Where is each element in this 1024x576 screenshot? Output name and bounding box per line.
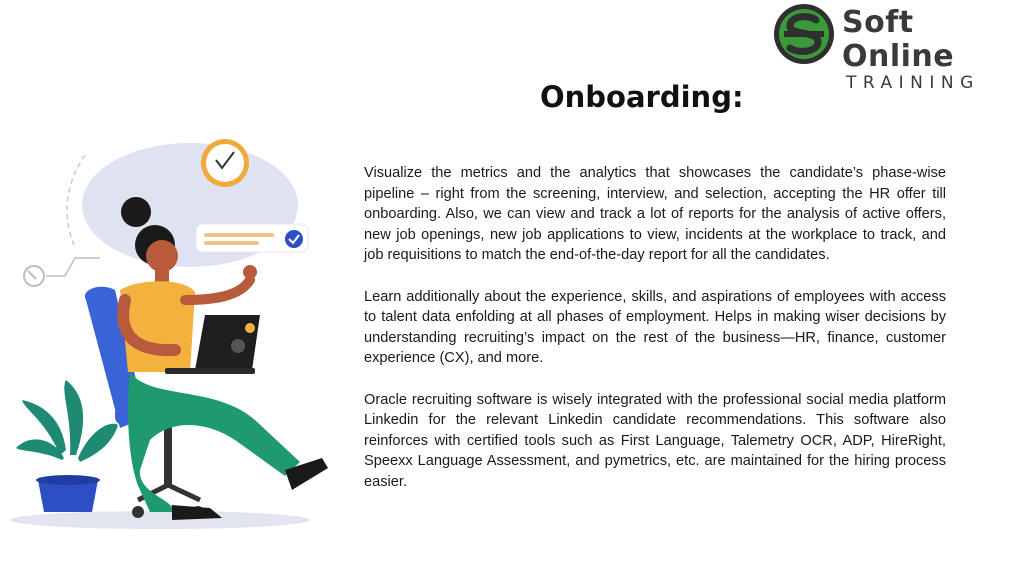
logo-mark-icon xyxy=(770,2,838,66)
brand-logo[interactable] xyxy=(770,2,1020,93)
checklist-card xyxy=(196,224,308,252)
dashed-arc xyxy=(67,155,85,245)
clock-icon xyxy=(201,139,249,187)
onboarding-illustration xyxy=(0,130,345,540)
content-body xyxy=(364,163,946,513)
paragraph-metrics: Visualize the metrics and the analytics that showcases the candidate’s phase-wise pipeline – right from the screening, interview, and selection, accepting the HR offer till onboarding. Also, we can view and track a lot of reports for the analysis of active offers, new job openings, new job applications to view, incidents at the workplace to track, and job requisitions to match the end-of-the-day report for all the candidates. xyxy=(364,165,946,263)
floor-shadow xyxy=(10,511,310,529)
brand-name: Soft Online xyxy=(842,5,955,74)
paragraph-talent-data: Learn additionally about the experience, skills, and aspirations of employees with access to talent data enfolding at all phases of employment. Helps in making wiser decisions by understanding recruiting’s impact on the rest of the business—HR, finance, customer experience (CX), and more. xyxy=(364,288,946,366)
check-icon xyxy=(285,230,303,248)
potted-plant-icon xyxy=(16,380,118,512)
page-title: Onboarding: xyxy=(540,80,744,114)
paragraph-integrations: Oracle recruiting software is wisely integrated with the professional social media platform Linkedin for the relevant Linkedin candidate recommendations. This software also reinforces with certified tools such as First Language, Talemetry OCR, ADP, HireRight, Speexx Language Assessment, and pymetrics, etc. are maintained for the hiring process easier. xyxy=(364,391,946,490)
brand-tagline: TRAINING xyxy=(846,73,980,93)
